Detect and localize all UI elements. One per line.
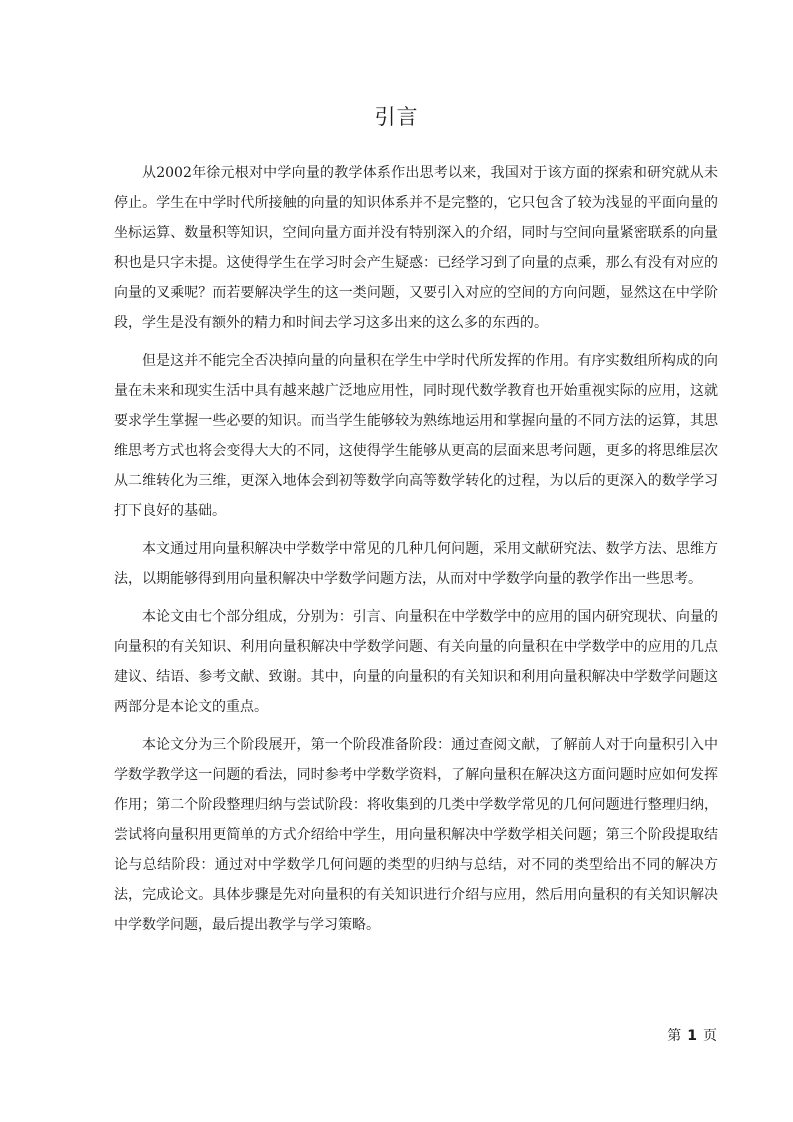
paragraph: 本论文由七个部分组成，分别为：引言、向量积在中学数学中的应用的国内研究现状、向量的向量积的有关知识、利用向量积解决中学数学问题、有关向量的向量积在中学数学中的应用的几点建议、结语、参考文献、致谢。其中，向量的向量积的有关知识和利用向量积解决中学数学问题这两部分是本论文的重点。 (114, 609, 718, 715)
paragraph: 本文通过用向量积解决中学数学中常见的几种几何问题，采用文献研究法、数学方法、思维方法，以期能够得到用向量积解决中学数学问题方法，从而对中学数学向量的教学作出一些思考。 (114, 541, 718, 587)
page-number: 1 (687, 1028, 697, 1044)
paragraph: 从2002年徐元根对中学向量的教学体系作出思考以来，我国对于该方面的探索和研究就从未停止。学生在中学时代所接触的向量的知识体系并不是完整的，它只包含了较为浅显的平面向量的坐标运算、数量积等知识，空间向量方面并没有特别深入的介绍，同时与空间向量紧密联系的向量积也是只字未提。这使得学生在学习时会产生疑惑：已经学习到了向量的点乘，那么有没有对应的向量的叉乘呢？而若要解决学生的这一类问题，又要引入对应的空间的方向问题，显然这在中学阶段，学生是没有额外的精力和时间去学习这多出来的这么多的东西的。 (114, 165, 718, 331)
page-number-suffix: 页 (703, 1028, 717, 1044)
page-number-prefix: 第 (667, 1028, 682, 1044)
paragraph: 本论文分为三个阶段展开，第一个阶段准备阶段：通过查阅文献，了解前人对于向量积引入中学数学教学这一问题的看法，同时参考中学数学资料，了解向量积在解决这方面问题时应如何发挥作用；第二个阶段整理归纳与尝试阶段：将收集到的几类中学数学常见的几何问题进行整理归纳，尝试将向量积用更简单的方式介绍给中学生，用向量积解决中学数学相关问题；第三个阶段提取结论与总结阶段：通过对中学数学几何问题的类型的归纳与总结，对不同的类型给出不同的解决方法，完成论文。具体步骤是先对向量积的有关知识进行介绍与应用，然后用向量积的有关知识解决中学数学问题，最后提出教学与学习策略。 (114, 737, 718, 933)
paragraph: 但是这并不能完全否决掉向量的向量积在学生中学时代所发挥的作用。有序实数组所构成的向量在未来和现实生活中具有越来越广泛地应用性，同时现代数学教育也开始重视实际的应用，这就要求学生掌握一些必要的知识。而当学生能够较为熟练地运用和掌握向量的不同方法的运算，其思维思考方式也将会变得大大的不同，这使得学生能够从更高的层面来思考问题，更多的将思维层次从二维转化为三维，更深入地体会到初等数学向高等数学转化的过程，为以后的更深入的数学学习打下良好的基础。 (114, 353, 718, 519)
body-text (114, 158, 718, 948)
page-title: 引言 (374, 105, 419, 129)
page-footer (667, 1026, 717, 1046)
